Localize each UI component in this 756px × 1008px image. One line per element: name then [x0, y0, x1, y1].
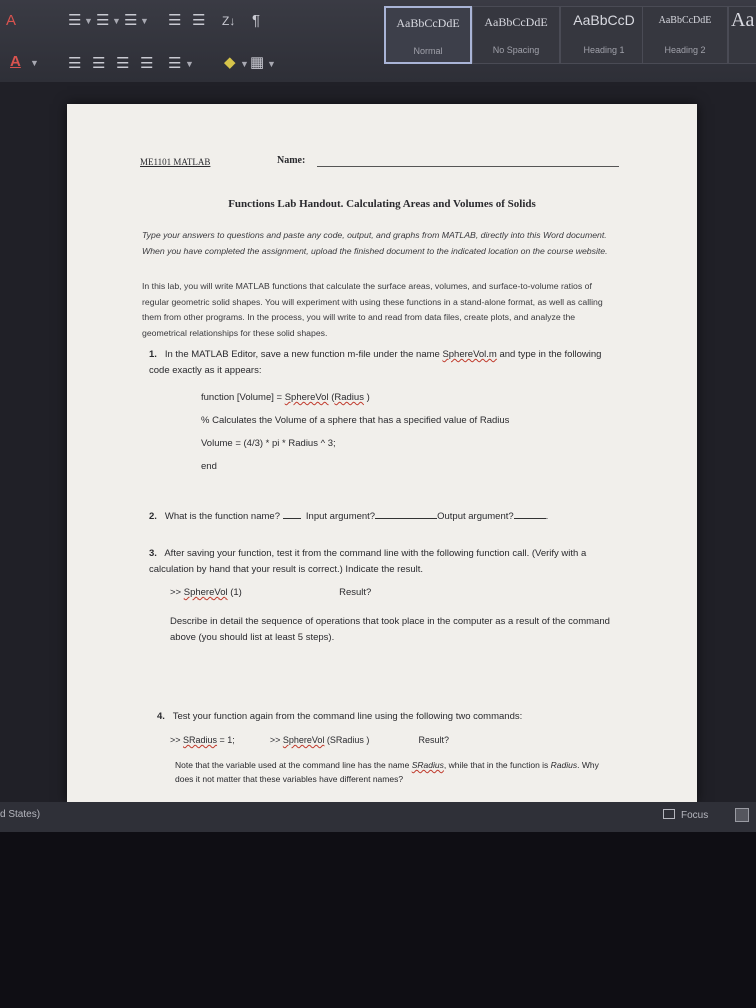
style-name: No Spacing [492, 45, 540, 55]
q2-input-blank[interactable] [375, 507, 437, 519]
q3-describe: Describe in detail the sequence of operations that took place in the computer as a result of the command above (you should list at least 5 steps). [170, 616, 610, 643]
question-3 [149, 546, 619, 578]
borders-chevron-icon[interactable]: ▼ [267, 59, 276, 69]
decrease-indent-icon[interactable]: ☰ [168, 12, 182, 29]
screen-bezel [0, 832, 756, 1008]
question-number: 4. [157, 711, 165, 722]
style-name: Heading 1 [583, 45, 625, 55]
align-left-icon[interactable]: ☰ [68, 55, 82, 72]
question-4 [157, 709, 627, 725]
question-1 [149, 347, 619, 379]
style-name: Heading 2 [664, 45, 706, 55]
name-underline [317, 166, 619, 167]
ribbon [0, 0, 756, 82]
sort-icon[interactable]: Z↓ [222, 14, 236, 28]
question-number: 3. [149, 548, 157, 559]
print-layout-view-icon[interactable] [735, 808, 749, 822]
q1-text-a: In the MATLAB Editor, save a new function m-file under the name [164, 349, 443, 360]
q4-note-param: Radius [550, 760, 578, 770]
style-sample: AaBbCcDdE [396, 16, 460, 30]
font-color-icon[interactable]: A [10, 53, 21, 70]
styles-gallery [380, 6, 756, 68]
code-line-1 [201, 390, 370, 406]
question-number: 1. [149, 349, 157, 360]
style-sample: AaBbCcDdE [658, 15, 712, 26]
q4-cmd1-var: SRadius [183, 735, 218, 745]
align-right-icon[interactable]: ☰ [116, 55, 130, 72]
q4-cmd1-prompt: >> [170, 735, 184, 745]
question-number: 2. [149, 511, 157, 522]
course-code-text: ME1101 MATLAB [140, 157, 211, 167]
style-more[interactable] [728, 6, 756, 64]
q4-cmd2-arg: (SRadius ) [324, 735, 370, 745]
multilevel-list-icon[interactable]: ☰ [124, 12, 138, 29]
code-line-3: Volume = (4/3) * pi * Radius ^ 3; [201, 438, 336, 449]
line-spacing-chevron-icon[interactable]: ▼ [185, 59, 194, 69]
status-bar [0, 802, 756, 832]
code-line-1-arg: Radius [334, 392, 364, 403]
name-label: Name: [277, 155, 306, 166]
align-center-icon[interactable]: ☰ [92, 55, 106, 72]
code-line-4: end [201, 461, 217, 472]
style-normal[interactable] [384, 6, 472, 64]
code-line-1-c: ) [363, 392, 370, 403]
justify-icon[interactable]: ☰ [140, 55, 154, 72]
numbering-chevron-icon[interactable]: ▼ [112, 16, 121, 26]
q4-result-label: Result? [418, 735, 449, 745]
increase-indent-icon[interactable]: ☰ [192, 12, 206, 29]
document-page[interactable] [67, 104, 697, 802]
q2-input-label: Input argument? [305, 511, 376, 522]
q3-call-arg: (1) [227, 587, 242, 598]
q4-note-a: Note that the variable used at the command line has the name [175, 760, 412, 770]
q2-period: . [545, 511, 549, 522]
code-line-2: % Calculates the Volume of a sphere that has a specified value of Radius [201, 415, 510, 426]
q4-cmd1-rest: = 1; [217, 735, 235, 745]
style-sample: AaBbCcDdE [484, 15, 548, 29]
bullets-icon[interactable]: ☰ [68, 12, 82, 29]
course-code [140, 154, 210, 170]
question-2 [149, 507, 619, 525]
document-canvas[interactable] [0, 82, 756, 802]
lab-description-paragraph: In this lab, you will write MATLAB functions that calculate the surface areas, volumes, and surface-to-volume ratios of regular geometric solid shapes. You will experiment with using these functions in a stand-alone format, as well as calling them from other programs. In the process, you will write to and read from data files, create plots, and analyze the geometrical relationships for these solid shapes. [142, 281, 603, 338]
q2-output-label: Output argument? [437, 511, 514, 522]
code-line-1-fn: SphereVol [284, 392, 329, 403]
bullets-chevron-icon[interactable]: ▼ [84, 16, 93, 26]
style-sample: AaBbCcD [573, 12, 635, 28]
q3-prompt: >> [170, 587, 184, 598]
numbering-icon[interactable]: ☰ [96, 12, 110, 29]
q3-text: After saving your function, test it from the command line with the following function call. (Verify with a calculation by hand that your result is correct.) Indicate the result. [149, 548, 587, 575]
language-indicator[interactable]: d States) [0, 809, 41, 820]
document-title: Functions Lab Handout. Calculating Areas and Volumes of Solids [228, 198, 536, 210]
font-color-chevron-icon[interactable]: ▼ [30, 58, 39, 68]
q3-result-label: Result? [339, 587, 372, 598]
q4-cmd2-fn: SphereVol [282, 735, 325, 745]
code-line-1-a: function [Volume] = [201, 392, 285, 403]
style-sample: Aa [731, 9, 755, 31]
line-spacing-icon[interactable]: ☰ [168, 55, 182, 72]
style-no-spacing[interactable] [472, 6, 560, 64]
code-line-1-b: ( [328, 392, 335, 403]
shading-icon[interactable]: ◆ [224, 54, 236, 71]
shading-chevron-icon[interactable]: ▼ [240, 59, 249, 69]
style-name: Normal [413, 46, 443, 56]
style-heading-1[interactable] [560, 6, 648, 64]
q3-command [170, 585, 371, 601]
q4-note-var: SRadius [411, 760, 444, 770]
font-icon-a[interactable]: A [6, 12, 17, 29]
q4-text: Test your function again from the command line using the following two commands: [172, 711, 523, 722]
style-heading-2[interactable] [642, 6, 728, 64]
q2-output-blank[interactable] [514, 507, 546, 519]
q1-text-b: and type in the following code exactly as it appears: [149, 349, 602, 376]
focus-icon [663, 809, 675, 819]
multilevel-list-chevron-icon[interactable]: ▼ [140, 16, 149, 26]
pilcrow-icon[interactable]: ¶ [252, 12, 261, 29]
q2-function-name-blank[interactable] [283, 507, 301, 519]
q4-note-b: , while that in the function is [443, 760, 551, 770]
q3-call-fn: SphereVol [183, 587, 228, 598]
q4-note-c: . Why does it not matter that these variables have different names? [175, 760, 599, 784]
q2-function-name-label: What is the function name? [164, 511, 280, 522]
q4-note [175, 758, 615, 786]
q4-cmd2-prompt: >> [269, 735, 283, 745]
focus-label: Focus [681, 810, 709, 821]
q1-filename: SphereVol.m [442, 349, 497, 360]
q4-commands [170, 732, 449, 748]
borders-icon[interactable]: ▦ [250, 54, 265, 71]
focus-button[interactable] [663, 809, 708, 821]
intro-paragraph: Type your answers to questions and paste any code, output, and graphs from MATLAB, directly into this Word document. When you have completed the assignment, upload the finished document to the indicated location on the course website. [142, 230, 608, 256]
